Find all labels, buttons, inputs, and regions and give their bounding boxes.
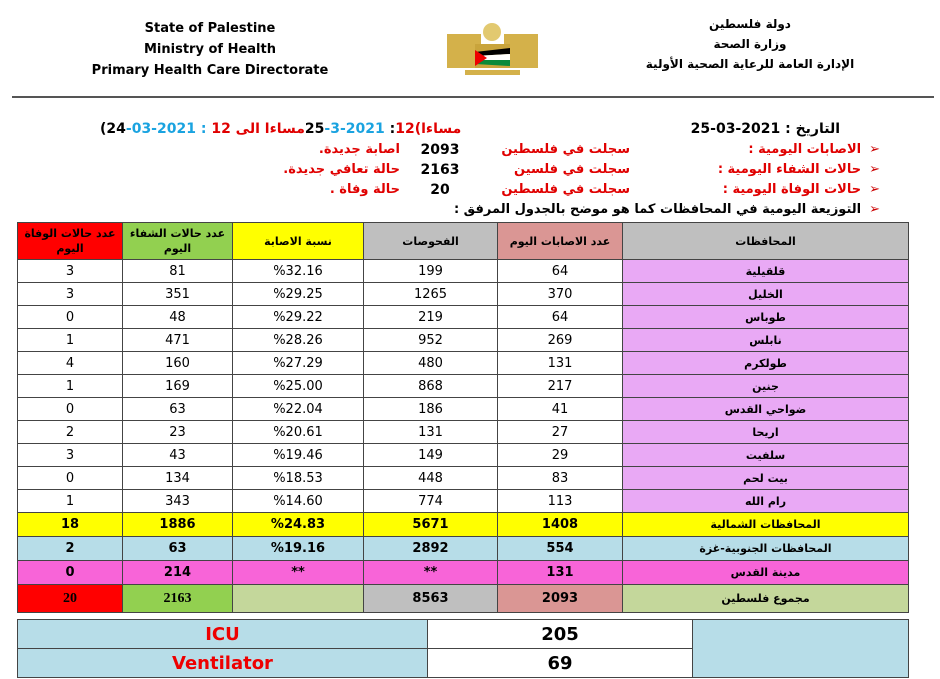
cell-gov: المحافظات الجنوبية-غزة [623, 537, 909, 561]
header-rate: نسبة الاصابة [233, 223, 364, 260]
cell-gov: قلقيلية [623, 260, 909, 283]
cell-deaths: 3 [18, 444, 123, 467]
cell-deaths: 0 [18, 398, 123, 421]
cell-recovered: 2163 [123, 585, 233, 613]
table-row [18, 375, 909, 398]
date-line [100, 119, 840, 139]
ventilator-value: 69 [428, 649, 693, 678]
bullet-cases-value: 2093 [420, 142, 460, 158]
palestine-total-row [18, 585, 909, 613]
cell-deaths: 1 [18, 375, 123, 398]
cell-deaths: 4 [18, 352, 123, 375]
cell-tests: 219 [364, 306, 498, 329]
table-row [18, 398, 909, 421]
cell-deaths: 1 [18, 490, 123, 513]
directorate-name: Primary Health Care Directorate [91, 63, 329, 78]
cell-deaths: 0 [18, 306, 123, 329]
cell-rate: %19.16 [233, 537, 364, 561]
governorates-table [17, 222, 909, 613]
cell-recovered: 160 [123, 352, 233, 375]
cell-tests: 186 [364, 398, 498, 421]
cell-tests: 480 [364, 352, 498, 375]
state-name-ar: دولة فلسطين [709, 17, 791, 31]
report-date [691, 121, 840, 137]
cell-recovered: 1886 [123, 513, 233, 537]
cell-recovered: 134 [123, 467, 233, 490]
cell-cases: 370 [498, 283, 623, 306]
icu-value: 205 [428, 620, 693, 649]
cell-recovered: 23 [123, 421, 233, 444]
cell-gov: طوباس [623, 306, 909, 329]
cell-cases: 217 [498, 375, 623, 398]
cell-rate: %28.26 [233, 329, 364, 352]
table-header [18, 223, 909, 260]
header-cases: عدد الاصابات اليوم [498, 223, 623, 260]
table-row [18, 329, 909, 352]
table-row [18, 467, 909, 490]
cell-recovered: 63 [123, 398, 233, 421]
ventilator-label: Ventilator [18, 649, 428, 678]
cell-deaths: 1 [18, 329, 123, 352]
cell-rate: %25.00 [233, 375, 364, 398]
header-tests: الفحوصات [364, 223, 498, 260]
cell-cases: 2093 [498, 585, 623, 613]
date-label: التاريخ : [785, 121, 840, 137]
cell-rate: %29.25 [233, 283, 364, 306]
header-recovered: عدد حالات الشفاء اليوم [123, 223, 233, 260]
cell-gov: مجموع فلسطين [623, 585, 909, 613]
cell-cases: 269 [498, 329, 623, 352]
cell-gov: ضواحي القدس [623, 398, 909, 421]
directorate-name-ar: الإدارة العامة للرعاية الصحية الأولية [645, 57, 855, 71]
cell-recovered: 169 [123, 375, 233, 398]
cell-tests: 199 [364, 260, 498, 283]
cell-deaths: 20 [18, 585, 123, 613]
icu-label: ICU [18, 620, 428, 649]
cell-tests: 5671 [364, 513, 498, 537]
cell-cases: 64 [498, 260, 623, 283]
cell-tests: 1265 [364, 283, 498, 306]
cell-gov: نابلس [623, 329, 909, 352]
cell-tests: 8563 [364, 585, 498, 613]
cell-recovered: 343 [123, 490, 233, 513]
cell-gov: الخليل [623, 283, 909, 306]
cell-tests: 448 [364, 467, 498, 490]
cell-deaths: 0 [18, 467, 123, 490]
cell-rate: %20.61 [233, 421, 364, 444]
cell-gov: رام الله [623, 490, 909, 513]
bullet-deaths: ➢حالات الوفاة اليومية : سجلت في فلسطين 20 حالة وفاة . [200, 180, 880, 200]
cell-tests: 2892 [364, 537, 498, 561]
bullet-recovered-desc: حالة تعافي جديدة. [283, 162, 400, 177]
cell-tests: 952 [364, 329, 498, 352]
cell-gov: بيت لحم [623, 467, 909, 490]
table-row [18, 421, 909, 444]
cell-rate: %18.53 [233, 467, 364, 490]
cell-cases: 554 [498, 537, 623, 561]
bullet-cases: ➢الاصابات اليومية : سجلت في فلسطين 2093 اصابة جديدة. [200, 140, 880, 160]
bullet-recovered: ➢حالات الشفاء اليومية : سجلت في فلسين 2163 حالة تعافي جديدة. [200, 160, 880, 180]
cell-recovered: 48 [123, 306, 233, 329]
cell-recovered: 43 [123, 444, 233, 467]
table-row [18, 490, 909, 513]
bullet-deaths-where: سجلت في فلسطين [501, 182, 630, 197]
cell-gov: مدينة القدس [623, 561, 909, 585]
cell-rate [233, 585, 364, 613]
table-row [18, 352, 909, 375]
cell-rate: %27.29 [233, 352, 364, 375]
cell-cases: 131 [498, 352, 623, 375]
cell-deaths: 3 [18, 260, 123, 283]
bullet-deaths-value: 20 [430, 182, 450, 198]
summary-bullets [200, 140, 880, 220]
cell-recovered: 214 [123, 561, 233, 585]
bullet-cases-desc: اصابة جديدة. [318, 142, 400, 157]
cell-rate: %14.60 [233, 490, 364, 513]
cell-gov: جنين [623, 375, 909, 398]
bullet-distribution: ➢التوزيعة اليومية في المحافظات كما هو موضح بالجدول المرفق : [453, 202, 880, 217]
bullet-recovered-where: سجلت في فلسين [514, 162, 630, 177]
cell-rate: %19.46 [233, 444, 364, 467]
cell-gov: اريحا [623, 421, 909, 444]
icu-table [17, 619, 909, 678]
cell-deaths: 2 [18, 537, 123, 561]
bullet-recovered-value: 2163 [420, 162, 460, 178]
cell-tests: 149 [364, 444, 498, 467]
cell-rate: ** [233, 561, 364, 585]
cell-cases: 113 [498, 490, 623, 513]
report-period: (24-03-2021 : 12مساءا الى 25-3-2021 :12 مساءا) [100, 121, 467, 137]
cell-cases: 131 [498, 561, 623, 585]
cell-recovered: 81 [123, 260, 233, 283]
jerusalem-row [18, 561, 909, 585]
cell-cases: 41 [498, 398, 623, 421]
ministry-name-ar: وزارة الصحة [713, 37, 787, 51]
table-row [18, 283, 909, 306]
cell-deaths: 18 [18, 513, 123, 537]
english-header [60, 18, 360, 81]
cell-gov: سلفيت [623, 444, 909, 467]
cell-cases: 29 [498, 444, 623, 467]
table-row [18, 444, 909, 467]
cell-tests: ** [364, 561, 498, 585]
north-total-row [18, 513, 909, 537]
empty-cell [693, 620, 909, 678]
table-row [18, 306, 909, 329]
ministry-name: Ministry of Health [144, 42, 276, 57]
date-value: 25-03-2021 [690, 121, 781, 137]
cell-cases: 1408 [498, 513, 623, 537]
arabic-header [620, 14, 880, 74]
cell-recovered: 351 [123, 283, 233, 306]
gaza-row [18, 537, 909, 561]
emblem-logo [445, 20, 540, 78]
table-row [18, 260, 909, 283]
cell-cases: 27 [498, 421, 623, 444]
cell-rate: %22.04 [233, 398, 364, 421]
state-name: State of Palestine [144, 21, 276, 36]
cell-cases: 64 [498, 306, 623, 329]
header-divider [12, 96, 934, 98]
bullet-deaths-desc: حالة وفاة . [329, 182, 400, 197]
cell-recovered: 471 [123, 329, 233, 352]
cell-cases: 83 [498, 467, 623, 490]
cell-tests: 868 [364, 375, 498, 398]
cell-recovered: 63 [123, 537, 233, 561]
header-governorate: المحافظات [623, 223, 909, 260]
cell-deaths: 0 [18, 561, 123, 585]
cell-rate: %24.83 [233, 513, 364, 537]
cell-gov: طولكرم [623, 352, 909, 375]
cell-rate: %29.22 [233, 306, 364, 329]
bullet-cases-where: سجلت في فلسطين [501, 142, 630, 157]
cell-deaths: 3 [18, 283, 123, 306]
cell-tests: 131 [364, 421, 498, 444]
header-deaths: عدد حالات الوفاة اليوم [18, 223, 123, 260]
cell-gov: المحافظات الشمالية [623, 513, 909, 537]
cell-deaths: 2 [18, 421, 123, 444]
cell-tests: 774 [364, 490, 498, 513]
cell-rate: %32.16 [233, 260, 364, 283]
